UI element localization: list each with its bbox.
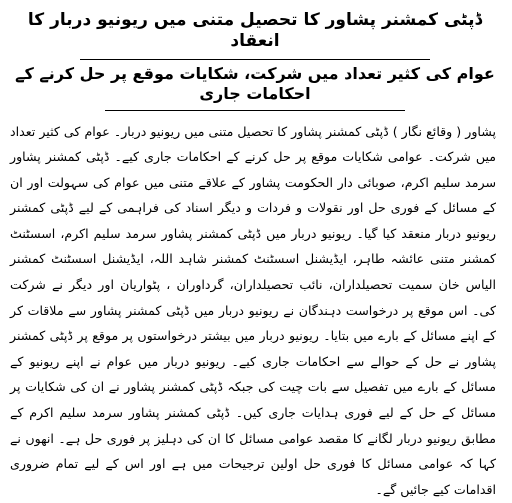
headline-main: ڈپٹی کمشنر پشاور کا تحصیل متنی میں ریونیو دربار کا انعقاد (27, 10, 483, 52)
headline-divider (80, 59, 430, 60)
article-body (10, 119, 500, 503)
headline-sub: عوام کی کثیر تعداد میں شرکت، شکایات موقع پر حل کرنے کے احکامات جاری (15, 63, 495, 103)
article-paragraph: پشاور ( وقائع نگار ) ڈپٹی کمشنر پشاور کا تحصیل متنی میں ریونیو دربار۔ عوام کی کثیر تعداد میں شرکت۔ عوامی شکایات موقع پر حل کرنے کے احکامات جاری کیے۔ ڈپٹی کمشنر پشاور سرمد سلیم اکرم، صوبائی دار الحکومت پشاور کے علاقے متنی میں عوام کی سہولت اور ان کے مسائل کے فوری حل اور نقولات و فردات و دیگر اسناد کی فراہمی کے لیے ڈپٹی کمشنر ریونیو دربار منعقد کیا گیا۔ ریونیو دربار میں ڈپٹی کمشنر پشاور سرمد سلیم اکرم، اسسٹنٹ کمشنر متنی عائشہ طاہر، ایڈیشنل اسسٹنٹ کمشنر شاہد اللہ، ایڈیشنل اسسٹنٹ کمشنر الیاس خان سمیت تحصیلداران، نائب تحصیلداران، گرداوران ، پٹواریان اور دیگر نے شرکت کی۔ اس موقع پر درخواست دہندگان نے ریونیو دربار میں ڈپٹی کمشنر پشاور سے ملاقات کر کے اپنے مسائل کے بارے میں بتایا۔ ریونیو دربار میں بیشتر درخواستوں پر موقع پر ڈپٹی کمشنر پشاور نے حل کے حوالے سے احکامات جاری کیے۔ ریونیو دربار میں عوام نے اپنے ریونیو کے مسائل کے بارے میں تفصیل سے بات چیت کی جبکہ ڈپٹی کمشنر پشاور نے ان کی شکایات پر مسائل کے حل کے لیے فوری ہدایات جاری کیں۔ ڈپٹی کمشنر پشاور سرمد سلیم اکرم کے مطابق ریونیو دربار لگانے کا مقصد عوامی مسائل کا ان کی دہلیز پر فوری حل ہے۔ انھوں نے کہا کہ عوامی مسائل کا فوری حل اولین ترجیحات میں ہے اور اس کے لیے تمام ضروری اقدامات کیے جائیں گے۔ (10, 123, 496, 497)
subheadline-divider (105, 110, 405, 111)
